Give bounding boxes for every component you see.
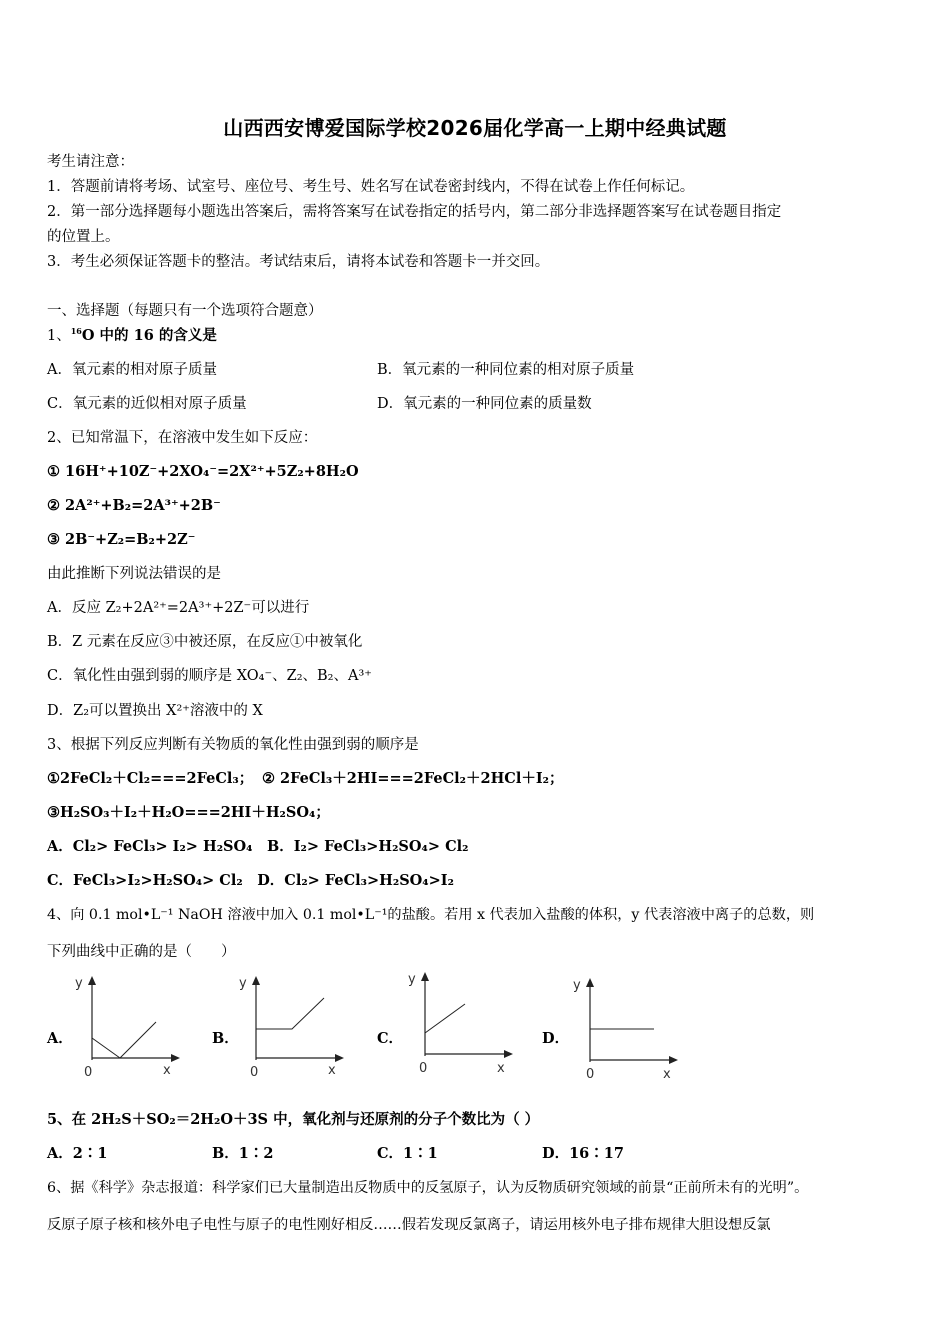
q2-reaction-2: ② 2A²⁺+B₂=2A³⁺+2B⁻ [47,497,221,514]
y-label: y [239,976,247,991]
q3-reaction-2: ② 2FeCl₃＋2HI===2FeCl₂＋2HCl＋I₂； [262,770,564,787]
q6-stem-line-1: 6、据《科学》杂志报道：科学家们已大量制造出反物质中的反氢原子，认为反物质研究领域的前景“正前所未有的光明”。 [47,1180,809,1196]
q2-option-c[interactable]: C．氧化性由强到弱的顺序是 XO₄⁻、Z₂、B₂、A³⁺ [47,668,372,684]
q2-option-a[interactable]: A．反应 Z₂+2A²⁺=2A³⁺+2Z⁻可以进行 [47,600,310,616]
q1-number: 1、 [47,328,71,344]
x-label: x [328,1063,336,1078]
q1-mass-number: 16 [70,326,82,336]
q1-option-a[interactable]: A．氧元素的相对原子质量 [47,362,217,378]
x-axis-arrow-icon [171,1054,180,1062]
q6-stem-line-2: 反原子原子核和核外电子电性与原子的电性刚好相反……假若发现反氯离子，请运用核外电子排布规律大胆设想反氯 [47,1217,771,1233]
q4-graph-a[interactable] [70,970,190,1082]
q3-options-cd[interactable]: C．FeCl₃>I₂>H₂SO₄> Cl₂ D．Cl₂> FeCl₃>H₂SO₄>I₂ [47,872,454,889]
x-axis-arrow-icon [335,1054,344,1062]
origin-label: 0 [84,1065,93,1080]
q4-graph-d[interactable] [568,972,688,1084]
q3-reaction-1: ①2FeCl₂＋Cl₂===2FeCl₃； [47,770,254,787]
q2-stem: 2、已知常温下，在溶液中发生如下反应： [47,430,318,446]
x-label: x [663,1067,671,1082]
q1-option-b[interactable]: B．氧元素的一种同位素的相对原子质量 [377,362,635,378]
q5-option-a[interactable]: A．2∶1 [47,1145,108,1162]
x-label: x [497,1061,505,1076]
q2-question: 由此推断下列说法错误的是 [47,566,221,582]
notice-item-3: 3．考生必须保证答题卡的整洁。考试结束后，请将本试卷和答题卡一并交回。 [47,254,550,270]
q4-graph-c-label[interactable]: C． [377,1030,404,1047]
q5-option-b[interactable]: B．1∶2 [212,1145,274,1162]
notice-item-2-cont: 的位置上。 [47,229,120,245]
curve [256,998,324,1029]
y-axis-arrow-icon [88,976,96,985]
q5-option-d[interactable]: D．16∶17 [542,1145,624,1162]
page-title: 山西西安博爱国际学校2026届化学高一上期中经典试题 [223,116,727,140]
y-label: y [573,978,581,993]
q4-stem-line-1: 4、向 0.1 mol•L⁻¹ NaOH 溶液中加入 0.1 mol•L⁻¹的盐酸。若用 x 代表加入盐酸的体积，y 代表溶液中离子的总数，则 [47,907,815,923]
y-axis-arrow-icon [586,978,594,987]
q4-stem-line-2: 下列曲线中正确的是（ ） [47,944,236,960]
q4-graph-b[interactable] [234,970,354,1082]
q1-option-c[interactable]: C．氧元素的近似相对原子质量 [47,396,247,412]
x-axis-arrow-icon [669,1056,678,1064]
q5-stem: 5、在 2H₂S＋SO₂＝2H₂O＋3S 中，氧化剂与还原剂的分子个数比为（ ） [47,1111,540,1128]
q4-graph-c[interactable] [403,966,523,1078]
q3-stem: 3、根据下列反应判断有关物质的氧化性由强到弱的顺序是 [47,737,419,753]
x-label: x [163,1063,171,1078]
y-label: y [408,972,416,987]
q2-option-b[interactable]: B．Z 元素在反应③中被还原，在反应①中被氧化 [47,634,363,650]
q4-graph-d-label[interactable]: D． [542,1030,570,1047]
q1-stem [47,327,217,345]
origin-label: 0 [250,1065,259,1080]
curve [425,1004,465,1033]
q2-reaction-1: ① 16H⁺+10Z⁻+2XO₄⁻=2X²⁺+5Z₂+8H₂O [47,463,359,480]
section-heading: 一、选择题（每题只有一个选项符合题意） [47,303,323,319]
curve [92,1022,156,1058]
notice-heading: 考生请注意： [47,154,134,170]
y-axis-arrow-icon [421,972,429,981]
y-label: y [75,976,83,991]
q5-option-c[interactable]: C．1∶1 [377,1145,438,1162]
origin-label: 0 [586,1067,595,1082]
q3-options-ab[interactable]: A．Cl₂> FeCl₃> I₂> H₂SO₄ B．I₂> FeCl₃>H₂SO₄> Cl₂ [47,838,469,855]
origin-label: 0 [419,1061,428,1076]
q1-option-d[interactable]: D．氧元素的一种同位素的质量数 [377,396,592,412]
x-axis-arrow-icon [504,1050,513,1058]
notice-item-2: 2．第一部分选择题每小题选出答案后，需将答案写在试卷指定的括号内，第二部分非选择题答案写在试卷题目指定 [47,204,782,220]
q4-graph-b-label[interactable]: B． [212,1030,239,1047]
q2-option-d[interactable]: D．Z₂可以置换出 X²⁺溶液中的 X [47,703,263,719]
notice-item-1: 1．答题前请将考场、试室号、座位号、考生号、姓名写在试卷密封线内，不得在试卷上作任何标记。 [47,179,695,195]
q4-graph-a-label[interactable]: A． [47,1030,73,1047]
q2-reaction-3: ③ 2B⁻+Z₂=B₂+2Z⁻ [47,531,196,548]
q3-reaction-3: ③H₂SO₃＋I₂＋H₂O===2HI＋H₂SO₄； [47,804,330,821]
q1-text: O 中的 16 的含义是 [81,327,217,344]
y-axis-arrow-icon [252,976,260,985]
